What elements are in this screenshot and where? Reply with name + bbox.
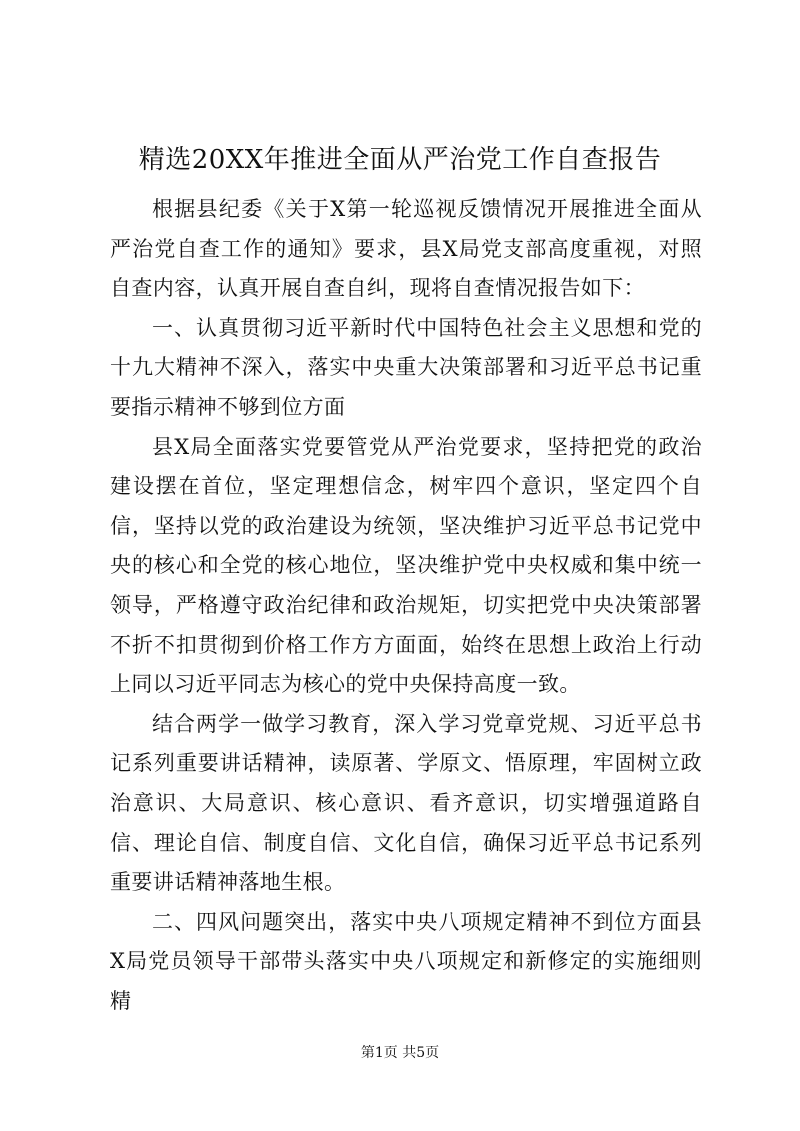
page-number-footer: 第1页 共5页: [360, 1045, 440, 1061]
paragraph: 结合两学一做学习教育，深入学习党章党规、习近平总书记系列重要讲话精神，读原著、学原文、悟原理，牢固树立政治意识、大局意识、核心意识、看齐意识，切实增强道路自信、理论自信、制度自信、文化自信，确保习近平总书记系列重要讲话精神落地生根。: [110, 711, 702, 895]
document-body: [110, 190, 702, 1021]
paragraph: 根据县纪委《关于X第一轮巡视反馈情况开展推进全面从严治党自查工作的通知》要求，县X局党支部高度重视，对照自查内容，认真开展自查自纠，现将自查情况报告如下：: [110, 197, 702, 301]
paragraph: 二、四风问题突出，落实中央八项规定精神不到位方面县X局党员领导干部带头落实中央八项规定和新修定的实施细则精: [110, 909, 702, 1013]
paragraph: 一、认真贯彻习近平新时代中国特色社会主义思想和党的十九大精神不深入，落实中央重大决策部署和习近平总书记重要指示精神不够到位方面: [110, 315, 702, 419]
page-title: 精选20XX年推进全面从严治党工作自查报告: [138, 145, 662, 175]
paragraph: 县X局全面落实党要管党从严治党要求，坚持把党的政治建设摆在首位，坚定理想信念，树牢四个意识，坚定四个自信，坚持以党的政治建设为统领，坚决维护习近平总书记党中央的核心和全党的核心地位，坚决维护党中央权威和集中统一领导，严格遵守政治纪律和政治规矩，切实把党中央决策部署不折不扣贯彻到价格工作方方面面，始终在思想上政治上行动上同以习近平同志为核心的党中央保持高度一致。: [110, 434, 702, 697]
